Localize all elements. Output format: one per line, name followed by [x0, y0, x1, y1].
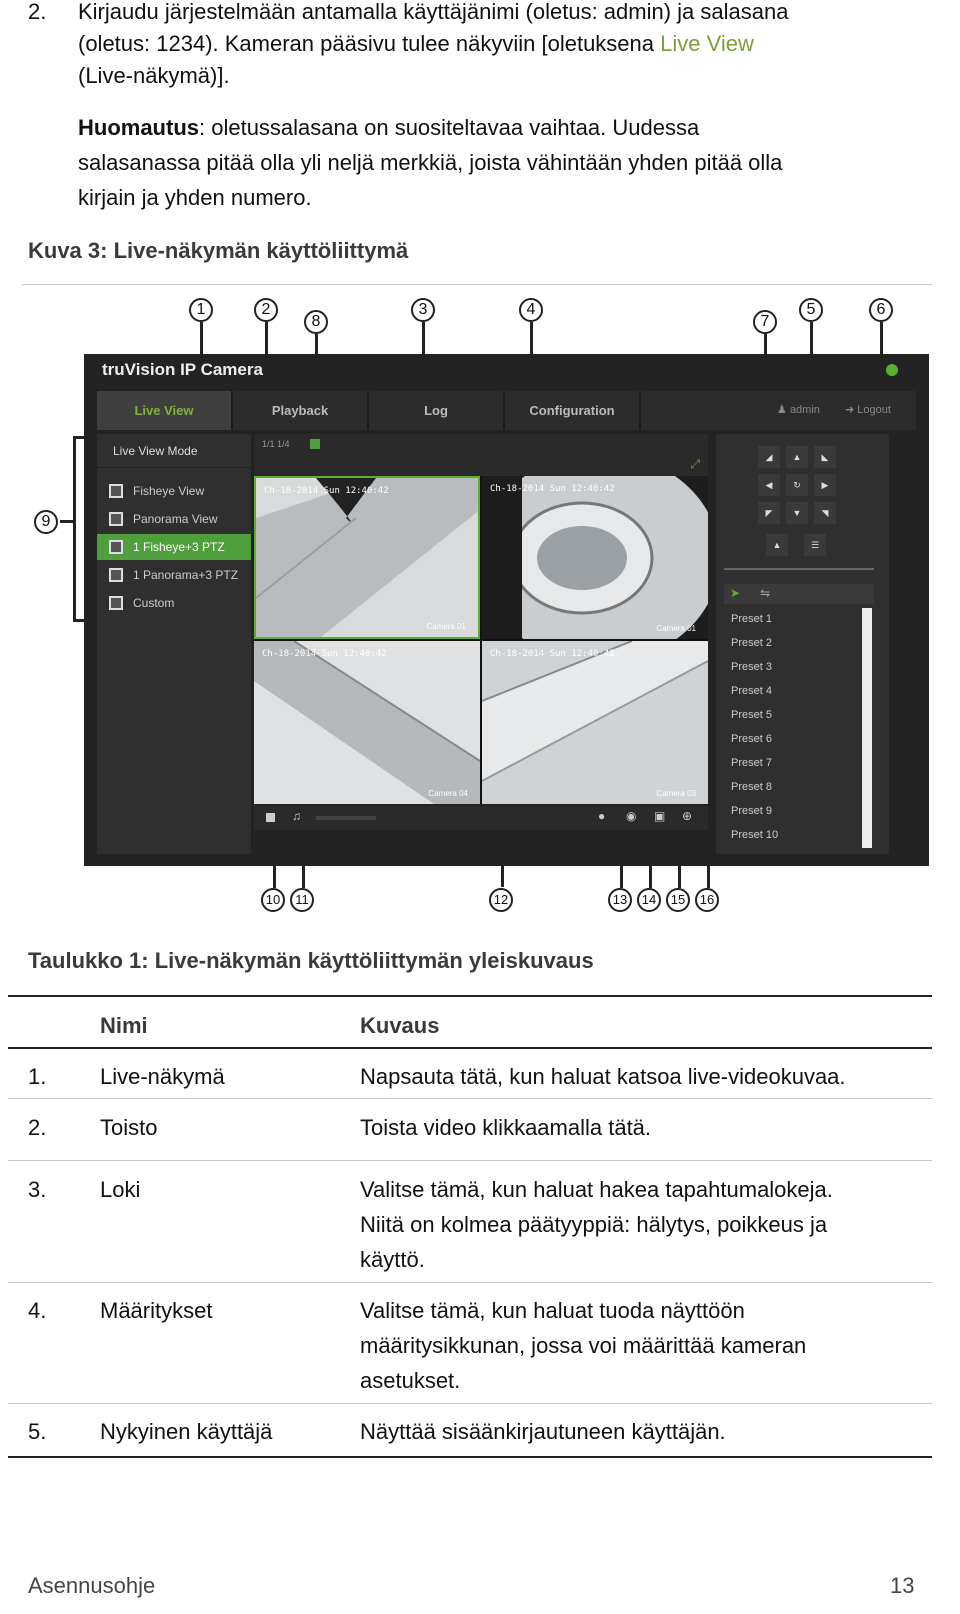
step-line-2: [78, 26, 754, 61]
row-rule: [8, 1282, 932, 1283]
preset-item[interactable]: Preset 7: [731, 757, 772, 769]
row-name: Live-näkymä: [100, 1064, 225, 1089]
row-number: 5.: [28, 1419, 47, 1444]
table-top-rule: [8, 995, 932, 997]
main-tabs: [97, 391, 916, 430]
video-grid: [254, 476, 708, 804]
volume-slider[interactable]: [316, 816, 376, 820]
preset-item[interactable]: Preset 10: [731, 829, 779, 841]
mode-custom[interactable]: [97, 590, 251, 616]
mode-panorama-3ptz[interactable]: [97, 562, 251, 588]
ptz-up-left-button[interactable]: ◢: [758, 446, 780, 468]
callout-6: 6: [869, 298, 893, 322]
fullscreen-icon[interactable]: ⤢: [690, 457, 700, 471]
note-text-1: : oletussalasana on suositeltavaa vaihtaa. Uudessa: [199, 115, 700, 140]
row-rule: [8, 1403, 932, 1404]
camera-label: Camera 03: [656, 789, 696, 798]
row-name: Nykyinen käyttäjä: [100, 1419, 273, 1444]
ptz-wiper-button[interactable]: ☰: [804, 534, 826, 556]
layout-active-icon[interactable]: [310, 439, 320, 449]
ptz-down-left-button[interactable]: ◤: [758, 502, 780, 524]
preset-item[interactable]: Preset 9: [731, 805, 772, 817]
callout-8: 8: [304, 310, 328, 334]
callout-14: 14: [637, 888, 661, 912]
callout-11: 11: [290, 888, 314, 912]
row-desc-line: Niitä on kolmea päätyyppiä: hälytys, poikkeus ja: [360, 1212, 828, 1237]
mode-fisheye-3ptz[interactable]: [97, 534, 251, 560]
grid-icon: [109, 540, 123, 554]
preset-item[interactable]: Preset 6: [731, 733, 772, 745]
figure-caption: Kuva 3: Live-näkymän käyttöliittymä: [28, 238, 409, 263]
fisheye-icon: [109, 484, 123, 498]
row-name: Määritykset: [100, 1298, 213, 1323]
callout-2: 2: [254, 298, 278, 322]
timestamp: Ch-18-2014 Sun 12:40:42: [264, 486, 389, 496]
preset-item[interactable]: Preset 3: [731, 661, 772, 673]
user-icon: ♟: [777, 404, 787, 416]
row-name: Loki: [100, 1177, 141, 1202]
ptz-light-button[interactable]: ▲: [766, 534, 788, 556]
mode-label: 1 Fisheye+3 PTZ: [133, 540, 225, 554]
row-desc-line: Valitse tämä, kun haluat tuoda näyttöön: [360, 1298, 745, 1323]
row-desc-line: Valitse tämä, kun haluat hakea tapahtumalokeja.: [360, 1177, 833, 1202]
row-number: 2.: [28, 1115, 47, 1140]
patrol-tab-icon[interactable]: ⇋: [760, 586, 771, 600]
ptz-view-image: [256, 478, 480, 639]
camera-label: Camera 01: [426, 622, 466, 631]
row-desc-line: asetukset.: [360, 1368, 461, 1393]
callout-4: 4: [519, 298, 543, 322]
preset-item[interactable]: Preset 8: [731, 781, 772, 793]
panorama-icon: [109, 512, 123, 526]
row-desc-line: Napsauta tätä, kun haluat katsoa live-videokuvaa.: [360, 1064, 846, 1089]
row-number: 4.: [28, 1298, 47, 1323]
note-line-3: kirjain ja yhden numero.: [78, 185, 312, 210]
step-number: 2.: [28, 0, 47, 24]
callout-3: 3: [411, 298, 435, 322]
status-dot-icon: [886, 364, 898, 376]
callout-16: 16: [695, 888, 719, 912]
preset-item[interactable]: Preset 2: [731, 637, 772, 649]
logout-label: Logout: [857, 404, 891, 416]
table-header-rule: [8, 1047, 932, 1049]
row-name: Toisto: [100, 1115, 158, 1140]
view-toolbar: [254, 434, 708, 454]
view-toolbar-2: [254, 454, 708, 476]
user-name: admin: [789, 404, 820, 416]
row-number: 1.: [28, 1064, 47, 1089]
preset-tab-icon[interactable]: ➤: [730, 586, 741, 600]
ptz-right-button[interactable]: ▶: [814, 474, 836, 496]
video-cell-1[interactable]: [254, 476, 480, 639]
table-caption: Taulukko 1: Live-näkymän käyttöliittymän yleiskuvaus: [28, 948, 594, 973]
tab-playback[interactable]: Playback: [233, 391, 369, 430]
ptz-panel: [716, 434, 889, 854]
callout-13: 13: [608, 888, 632, 912]
speed-slider[interactable]: [724, 568, 874, 570]
preset-item[interactable]: Preset 5: [731, 709, 772, 721]
fisheye-view-image: [482, 476, 708, 639]
note-label: Huomautus: [78, 115, 199, 140]
video-bottom-bar: [254, 806, 708, 830]
live-view-term: Live View: [660, 31, 754, 56]
mode-title: Live View Mode: [97, 434, 251, 468]
grid-icon: [109, 568, 123, 582]
callout-5: 5: [799, 298, 823, 322]
footer-title: Asennusohje: [28, 1573, 156, 1598]
live-view-screenshot: [84, 354, 929, 866]
table-bottom-rule: [8, 1456, 932, 1458]
preset-item[interactable]: Preset 1: [731, 613, 772, 625]
microphone-icon[interactable]: ●: [598, 809, 606, 823]
preset-scrollbar[interactable]: [862, 608, 872, 848]
mode-label: Panorama View: [133, 512, 218, 526]
ptz-auto-button[interactable]: ↻: [786, 474, 808, 496]
callout-9: 9: [34, 510, 58, 534]
ptz-down-right-button[interactable]: ◥: [814, 502, 836, 524]
app-logo: truVision IP Camera: [102, 360, 263, 379]
row-number: 3.: [28, 1177, 47, 1202]
col-header-name: Nimi: [100, 1013, 148, 1038]
logout-icon: ➜: [845, 404, 855, 416]
mode-label: 1 Panorama+3 PTZ: [133, 568, 239, 582]
logout-button[interactable]: [845, 391, 891, 430]
layout-buttons[interactable]: 1/1 1/4: [262, 439, 290, 449]
page-number: 13: [890, 1573, 915, 1598]
note-line-2: salasanassa pitää olla yli neljä merkkiä, joista vähintään yhden pitää olla: [78, 150, 783, 175]
row-desc-line: käyttö.: [360, 1247, 425, 1272]
video-cell-4[interactable]: [482, 641, 708, 804]
preset-item[interactable]: Preset 4: [731, 685, 772, 697]
step-line-1: Kirjaudu järjestelmään antamalla käyttäjänimi (oletus: admin) ja salasana: [78, 0, 789, 24]
ptz-up-button[interactable]: ▲: [786, 446, 808, 468]
live-view-mode-panel: [97, 434, 251, 854]
timestamp: Ch-18-2014 Sun 12:40:42: [262, 649, 387, 659]
note-line-1: [78, 110, 699, 145]
mode-label: Custom: [133, 596, 175, 610]
user-icon: [109, 596, 123, 610]
callout-tick-9: [60, 520, 74, 523]
ptz-view-image: [482, 641, 708, 804]
record-icon[interactable]: ▣: [654, 809, 666, 823]
volume-icon[interactable]: ♫: [292, 809, 301, 823]
row-desc-line: määritysikkunan, jossa voi määrittää kameran: [360, 1333, 807, 1358]
row-rule: [8, 1098, 932, 1099]
stop-icon[interactable]: [266, 813, 275, 822]
row-desc-line: Näyttää sisäänkirjautuneen käyttäjän.: [360, 1419, 726, 1444]
row-desc-line: Toista video klikkaamalla tätä.: [360, 1115, 652, 1140]
ptz-view-image: [254, 641, 480, 804]
preset-tabs: [724, 584, 874, 604]
row-rule: [8, 1160, 932, 1161]
video-cell-3[interactable]: [254, 641, 480, 804]
zoom-icon[interactable]: ⊕: [682, 809, 693, 823]
mode-fisheye-view[interactable]: [97, 478, 251, 504]
camera-label: Camera 01: [656, 624, 696, 633]
col-header-desc: Kuvaus: [360, 1013, 440, 1038]
callout-10: 10: [261, 888, 285, 912]
video-cell-2[interactable]: [482, 476, 708, 639]
mode-panorama-view[interactable]: [97, 506, 251, 532]
ptz-up-right-button[interactable]: ◣: [814, 446, 836, 468]
callout-1: 1: [189, 298, 213, 322]
timestamp: Ch-18-2014 Sun 12:40:42: [490, 484, 615, 494]
step-line-2a: (oletus: 1234). Kameran pääsivu tulee näkyviin [oletuksena: [78, 31, 661, 56]
step-line-3: (Live-näkymä)].: [78, 63, 230, 88]
ptz-down-button[interactable]: ▼: [786, 502, 808, 524]
tab-log[interactable]: Log: [369, 391, 505, 430]
tab-configuration[interactable]: Configuration: [505, 391, 641, 430]
tab-live-view[interactable]: Live View: [97, 391, 233, 430]
current-user: [777, 391, 820, 430]
mode-label: Fisheye View: [133, 484, 205, 498]
callout-7: 7: [753, 310, 777, 334]
camera-label: Camera 04: [428, 789, 468, 798]
callout-12: 12: [489, 888, 513, 912]
caption-rule: [22, 284, 932, 285]
timestamp: Ch-18-2014 Sun 12:40:42: [490, 649, 615, 659]
snapshot-icon[interactable]: ◉: [626, 809, 637, 823]
ptz-left-button[interactable]: ◀: [758, 474, 780, 496]
callout-15: 15: [666, 888, 690, 912]
